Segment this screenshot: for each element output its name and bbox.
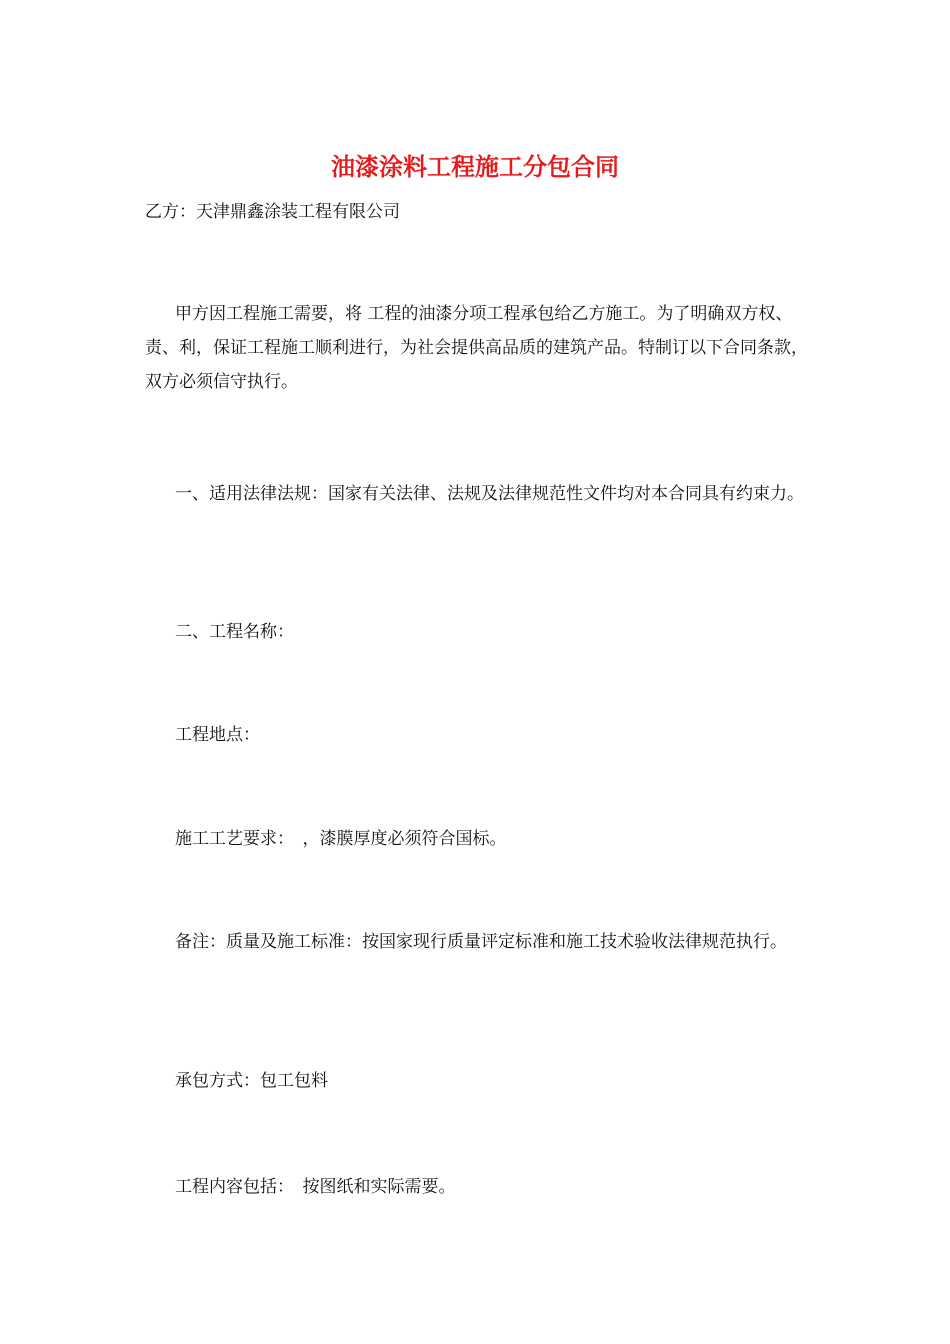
quality-remark: 备注：质量及施工标准：按国家现行质量评定标准和施工技术验收法律规范执行。 [175,932,787,952]
clause-project-name: 二、工程名称： [175,622,294,642]
intro-paragraph: 甲方因工程施工需要，将 工程的油漆分项工程承包给乙方施工。为了明确双方权、责、利，保证工程施工顺利进行，为社会提供高品质的建筑产品。特制订以下合同条款，双方必须信守执行。 [145,304,808,392]
construction-process-requirement: 施工工艺要求： ，漆膜厚度必须符合国标。 [175,829,507,849]
contracting-method-line: 承包方式：包工包料 [175,1071,328,1091]
document-title: 油漆涂料工程施工分包合同 [331,152,619,181]
clause-applicable-law: 一、适用法律法规：国家有关法律、法规及法律规范性文件均对本合同具有约束力。 [175,484,804,504]
project-scope-line: 工程内容包括： 按图纸和实际需要。 [175,1177,456,1197]
party-b-line: 乙方：天津鼎鑫涂装工程有限公司 [145,202,400,222]
project-location-line: 工程地点： [175,725,260,745]
